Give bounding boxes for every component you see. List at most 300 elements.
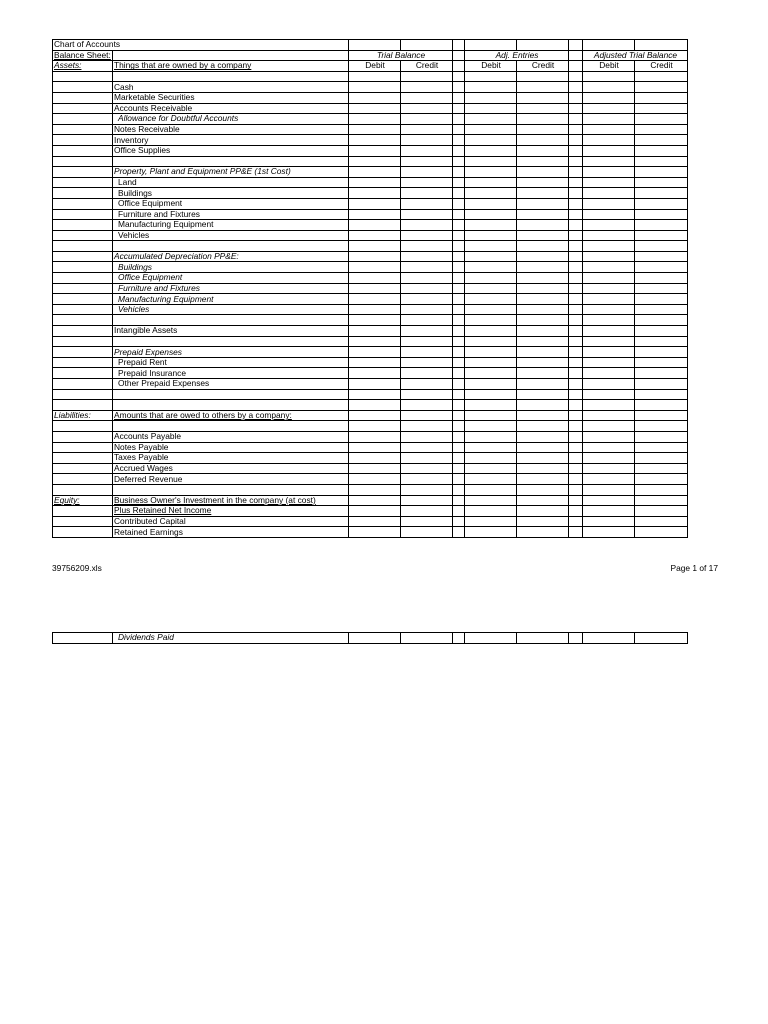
spacer-cell bbox=[453, 198, 465, 209]
account-name: Prepaid Expenses bbox=[113, 347, 349, 358]
table-row bbox=[53, 241, 688, 252]
debit-cell bbox=[349, 389, 401, 400]
debit-cell bbox=[349, 273, 401, 284]
spacer-cell bbox=[453, 273, 465, 284]
debit-cell bbox=[583, 357, 635, 368]
credit-cell bbox=[517, 262, 569, 273]
credit-cell bbox=[401, 167, 453, 178]
credit-cell bbox=[517, 304, 569, 315]
credit-cell bbox=[517, 209, 569, 220]
spacer-cell bbox=[569, 40, 583, 51]
category-label bbox=[53, 103, 113, 114]
credit-cell bbox=[401, 421, 453, 432]
debit-cell bbox=[349, 474, 401, 485]
credit-cell bbox=[517, 400, 569, 411]
credit-cell bbox=[401, 177, 453, 188]
debit-cell bbox=[465, 431, 517, 442]
account-name bbox=[113, 336, 349, 347]
credit-cell bbox=[517, 484, 569, 495]
debit-cell bbox=[349, 220, 401, 231]
debit-cell bbox=[349, 410, 401, 421]
credit-cell bbox=[401, 495, 453, 506]
debit-cell bbox=[465, 114, 517, 125]
spacer-cell bbox=[453, 135, 465, 146]
table-row bbox=[53, 167, 688, 178]
credit-cell bbox=[401, 156, 453, 167]
table-row bbox=[53, 516, 688, 527]
credit-cell bbox=[517, 463, 569, 474]
table-row bbox=[53, 368, 688, 379]
category-label: Equity: bbox=[53, 495, 113, 506]
spacer-cell bbox=[569, 135, 583, 146]
debit-cell bbox=[583, 368, 635, 379]
debit-cell bbox=[583, 124, 635, 135]
credit-cell bbox=[517, 114, 569, 125]
table-row bbox=[53, 220, 688, 231]
debit-cell bbox=[583, 315, 635, 326]
account-name: Plus Retained Net Income bbox=[113, 506, 349, 517]
debit-cell bbox=[465, 145, 517, 156]
file-name: 39756209.xls bbox=[52, 563, 102, 573]
table-row bbox=[53, 453, 688, 464]
credit-cell bbox=[401, 230, 453, 241]
category-label bbox=[53, 336, 113, 347]
category-label bbox=[53, 273, 113, 284]
spacer-cell bbox=[453, 156, 465, 167]
debit-cell bbox=[465, 453, 517, 464]
credit-cell bbox=[401, 198, 453, 209]
credit-cell bbox=[635, 389, 688, 400]
category-label bbox=[53, 241, 113, 252]
credit-cell bbox=[401, 347, 453, 358]
table-row bbox=[53, 82, 688, 93]
credit-cell bbox=[517, 82, 569, 93]
spacer-cell bbox=[569, 230, 583, 241]
credit-cell bbox=[401, 188, 453, 199]
credit-cell bbox=[401, 304, 453, 315]
spacer-cell bbox=[569, 431, 583, 442]
category-label bbox=[53, 400, 113, 411]
spacer-cell bbox=[569, 61, 583, 72]
credit-cell bbox=[401, 145, 453, 156]
credit-cell bbox=[401, 506, 453, 517]
category-label bbox=[53, 294, 113, 305]
debit-cell bbox=[349, 294, 401, 305]
category-label bbox=[53, 484, 113, 495]
account-name: Accumulated Depreciation PP&E: bbox=[113, 251, 349, 262]
credit-cell bbox=[635, 177, 688, 188]
credit-cell bbox=[517, 124, 569, 135]
category-label bbox=[53, 230, 113, 241]
credit-cell bbox=[517, 326, 569, 337]
page-number: Page 1 of 17 bbox=[670, 563, 718, 573]
debit-cell bbox=[349, 347, 401, 358]
debit-cell bbox=[349, 209, 401, 220]
spacer-cell bbox=[453, 421, 465, 432]
debit-cell bbox=[583, 474, 635, 485]
credit-cell bbox=[517, 177, 569, 188]
debit-cell bbox=[583, 156, 635, 167]
debit-cell bbox=[349, 516, 401, 527]
debit-cell bbox=[583, 410, 635, 421]
spacer-cell bbox=[453, 379, 465, 390]
debit-cell bbox=[349, 82, 401, 93]
debit-cell bbox=[349, 495, 401, 506]
debit-cell bbox=[465, 241, 517, 252]
credit-cell bbox=[401, 410, 453, 421]
debit-cell bbox=[465, 71, 517, 82]
credit-cell bbox=[401, 114, 453, 125]
debit-cell bbox=[465, 251, 517, 262]
debit-cell bbox=[583, 230, 635, 241]
debit-cell bbox=[465, 336, 517, 347]
spacer-cell bbox=[453, 527, 465, 538]
credit-cell bbox=[517, 251, 569, 262]
account-name bbox=[113, 315, 349, 326]
spacer-cell bbox=[453, 347, 465, 358]
debit-cell bbox=[465, 124, 517, 135]
spacer-cell bbox=[453, 124, 465, 135]
account-name: Notes Payable bbox=[113, 442, 349, 453]
credit-cell bbox=[635, 71, 688, 82]
category-label bbox=[53, 135, 113, 146]
debit-cell bbox=[349, 230, 401, 241]
debit-cell bbox=[349, 633, 401, 644]
column-group-header: Adjusted Trial Balance bbox=[583, 50, 688, 61]
spacer-cell bbox=[453, 283, 465, 294]
category-label bbox=[53, 220, 113, 231]
spacer-cell bbox=[569, 114, 583, 125]
credit-cell bbox=[635, 326, 688, 337]
spacer-cell bbox=[569, 188, 583, 199]
spacer-cell bbox=[453, 82, 465, 93]
spacer-cell bbox=[569, 506, 583, 517]
credit-cell bbox=[635, 357, 688, 368]
category-label bbox=[53, 506, 113, 517]
debit-cell bbox=[465, 400, 517, 411]
spacer-cell bbox=[569, 103, 583, 114]
table-row bbox=[53, 527, 688, 538]
account-name: Notes Receivable bbox=[113, 124, 349, 135]
debit-cell bbox=[583, 241, 635, 252]
category-label bbox=[53, 442, 113, 453]
debit-cell bbox=[349, 336, 401, 347]
credit-cell bbox=[635, 145, 688, 156]
debit-cell bbox=[349, 506, 401, 517]
debit-cell bbox=[465, 474, 517, 485]
debit-cell bbox=[583, 495, 635, 506]
debit-cell bbox=[465, 273, 517, 284]
debit-cell bbox=[349, 114, 401, 125]
debit-cell bbox=[465, 326, 517, 337]
debit-cell bbox=[465, 357, 517, 368]
debit-cell bbox=[583, 209, 635, 220]
debit-cell bbox=[465, 389, 517, 400]
credit-cell bbox=[635, 230, 688, 241]
credit-cell bbox=[401, 453, 453, 464]
spacer-cell bbox=[453, 410, 465, 421]
table-row bbox=[53, 315, 688, 326]
account-name: Accounts Payable bbox=[113, 431, 349, 442]
table-row bbox=[53, 262, 688, 273]
credit-cell bbox=[635, 368, 688, 379]
debit-cell bbox=[583, 294, 635, 305]
debit-cell bbox=[465, 527, 517, 538]
table-row bbox=[53, 294, 688, 305]
spacer-cell bbox=[453, 177, 465, 188]
credit-cell bbox=[635, 495, 688, 506]
category-label bbox=[53, 198, 113, 209]
spacer-cell bbox=[569, 453, 583, 464]
debit-cell bbox=[583, 135, 635, 146]
credit-cell bbox=[517, 230, 569, 241]
account-name: Amounts that are owed to others by a company: bbox=[113, 410, 349, 421]
category-label: Assets: bbox=[53, 61, 113, 72]
spacer-cell bbox=[453, 92, 465, 103]
table-row bbox=[53, 474, 688, 485]
spacer-cell bbox=[569, 177, 583, 188]
spacer-cell bbox=[569, 442, 583, 453]
category-label bbox=[53, 431, 113, 442]
spacer-cell bbox=[569, 220, 583, 231]
spacer-cell bbox=[453, 145, 465, 156]
credit-cell bbox=[635, 410, 688, 421]
account-name: Intangible Assets bbox=[113, 326, 349, 337]
spacer-cell bbox=[453, 453, 465, 464]
spacer-cell bbox=[453, 40, 465, 51]
spacer-cell bbox=[453, 262, 465, 273]
debit-cell bbox=[583, 453, 635, 464]
spacer-cell bbox=[569, 326, 583, 337]
credit-cell bbox=[401, 336, 453, 347]
credit-cell bbox=[401, 124, 453, 135]
category-label bbox=[53, 315, 113, 326]
debit-cell bbox=[349, 156, 401, 167]
account-name: Dividends Paid bbox=[113, 633, 349, 644]
credit-cell bbox=[517, 135, 569, 146]
credit-cell bbox=[635, 474, 688, 485]
account-name: Office Equipment bbox=[113, 273, 349, 284]
spacer-cell bbox=[569, 156, 583, 167]
spacer-cell bbox=[569, 262, 583, 273]
credit-header: Credit bbox=[401, 61, 453, 72]
debit-cell bbox=[583, 442, 635, 453]
spacer-cell bbox=[569, 633, 583, 644]
spacer-cell bbox=[453, 442, 465, 453]
credit-cell bbox=[401, 463, 453, 474]
credit-cell bbox=[635, 347, 688, 358]
account-name: Vehicles bbox=[113, 304, 349, 315]
table-row bbox=[53, 124, 688, 135]
credit-cell bbox=[401, 357, 453, 368]
spacer-cell bbox=[453, 474, 465, 485]
spacer-cell bbox=[569, 71, 583, 82]
debit-cell bbox=[349, 92, 401, 103]
debit-cell bbox=[465, 368, 517, 379]
spacer-cell bbox=[569, 241, 583, 252]
spacer-cell bbox=[453, 304, 465, 315]
credit-cell bbox=[517, 40, 569, 51]
spacer-cell bbox=[569, 251, 583, 262]
table-row bbox=[53, 40, 688, 51]
table-row bbox=[53, 347, 688, 358]
spacer-cell bbox=[569, 389, 583, 400]
spacer-cell bbox=[569, 145, 583, 156]
debit-cell bbox=[349, 484, 401, 495]
spacer-cell bbox=[569, 304, 583, 315]
table-row bbox=[53, 198, 688, 209]
account-name: Taxes Payable bbox=[113, 453, 349, 464]
category-label bbox=[53, 368, 113, 379]
debit-header: Debit bbox=[465, 61, 517, 72]
credit-cell bbox=[401, 474, 453, 485]
credit-cell bbox=[635, 40, 688, 51]
credit-cell bbox=[635, 283, 688, 294]
table-row bbox=[53, 463, 688, 474]
account-name: Contributed Capital bbox=[113, 516, 349, 527]
debit-cell bbox=[349, 124, 401, 135]
credit-cell bbox=[517, 156, 569, 167]
credit-cell bbox=[517, 347, 569, 358]
spacer-cell bbox=[453, 241, 465, 252]
debit-cell bbox=[349, 145, 401, 156]
spacer-cell bbox=[453, 357, 465, 368]
debit-cell bbox=[349, 251, 401, 262]
spacer-cell bbox=[453, 114, 465, 125]
credit-cell bbox=[635, 156, 688, 167]
credit-cell bbox=[517, 294, 569, 305]
category-label bbox=[53, 188, 113, 199]
credit-cell bbox=[401, 400, 453, 411]
table-row bbox=[53, 145, 688, 156]
account-name: Buildings bbox=[113, 188, 349, 199]
credit-cell bbox=[517, 516, 569, 527]
account-name: Allowance for Doubtful Accounts bbox=[113, 114, 349, 125]
debit-cell bbox=[349, 135, 401, 146]
debit-cell bbox=[465, 442, 517, 453]
credit-cell bbox=[401, 442, 453, 453]
credit-cell bbox=[401, 294, 453, 305]
table-row bbox=[53, 633, 688, 644]
credit-cell bbox=[517, 453, 569, 464]
category-label bbox=[53, 453, 113, 464]
credit-cell bbox=[517, 167, 569, 178]
category-label bbox=[53, 156, 113, 167]
credit-cell bbox=[401, 326, 453, 337]
category-label bbox=[53, 177, 113, 188]
account-name: Deferred Revenue bbox=[113, 474, 349, 485]
debit-cell bbox=[349, 315, 401, 326]
credit-cell bbox=[635, 209, 688, 220]
category-label bbox=[53, 82, 113, 93]
account-name: Furniture and Fixtures bbox=[113, 209, 349, 220]
debit-cell bbox=[465, 262, 517, 273]
category-label: Balance Sheet: bbox=[54, 50, 111, 60]
credit-cell bbox=[517, 145, 569, 156]
account-name bbox=[113, 156, 349, 167]
debit-cell bbox=[465, 40, 517, 51]
spacer-cell bbox=[453, 167, 465, 178]
category-label bbox=[53, 283, 113, 294]
category-label bbox=[53, 463, 113, 474]
debit-cell bbox=[465, 220, 517, 231]
account-name: Prepaid Rent bbox=[113, 357, 349, 368]
table-row bbox=[53, 135, 688, 146]
debit-cell bbox=[583, 347, 635, 358]
spacer-cell bbox=[453, 368, 465, 379]
spacer-cell bbox=[569, 198, 583, 209]
account-name: Things that are owned by a company bbox=[113, 61, 349, 72]
table-row bbox=[53, 71, 688, 82]
credit-cell bbox=[635, 304, 688, 315]
credit-cell bbox=[635, 633, 688, 644]
debit-cell bbox=[465, 156, 517, 167]
table-row bbox=[53, 495, 688, 506]
table-row bbox=[53, 484, 688, 495]
category-label bbox=[53, 114, 113, 125]
debit-cell bbox=[465, 506, 517, 517]
category-label bbox=[53, 262, 113, 273]
chart-of-accounts-table bbox=[52, 39, 688, 538]
credit-header: Credit bbox=[635, 61, 688, 72]
spacer-cell bbox=[453, 633, 465, 644]
debit-cell bbox=[583, 633, 635, 644]
account-name: Land bbox=[113, 177, 349, 188]
account-name: Prepaid Insurance bbox=[113, 368, 349, 379]
debit-cell bbox=[349, 71, 401, 82]
spacer-cell bbox=[569, 315, 583, 326]
spacer-cell bbox=[453, 315, 465, 326]
spacer-cell bbox=[569, 421, 583, 432]
credit-cell bbox=[401, 516, 453, 527]
credit-cell bbox=[517, 633, 569, 644]
credit-cell bbox=[517, 283, 569, 294]
table-row bbox=[53, 50, 688, 61]
account-name: Marketable Securities bbox=[113, 92, 349, 103]
spacer-cell bbox=[569, 283, 583, 294]
debit-cell bbox=[583, 220, 635, 231]
spacer-cell bbox=[569, 50, 583, 61]
debit-cell bbox=[583, 82, 635, 93]
credit-cell bbox=[635, 484, 688, 495]
spacer-cell bbox=[453, 495, 465, 506]
credit-cell bbox=[401, 135, 453, 146]
credit-cell bbox=[517, 379, 569, 390]
spacer-cell bbox=[569, 347, 583, 358]
table-row bbox=[53, 379, 688, 390]
debit-cell bbox=[583, 251, 635, 262]
credit-cell bbox=[517, 92, 569, 103]
credit-cell bbox=[517, 103, 569, 114]
credit-cell bbox=[635, 431, 688, 442]
account-name: Accrued Wages bbox=[113, 463, 349, 474]
table-row bbox=[53, 336, 688, 347]
credit-cell bbox=[401, 262, 453, 273]
debit-cell bbox=[583, 167, 635, 178]
credit-cell bbox=[635, 241, 688, 252]
spacer-cell bbox=[453, 188, 465, 199]
debit-cell bbox=[465, 209, 517, 220]
spacer-cell bbox=[569, 368, 583, 379]
credit-cell bbox=[517, 431, 569, 442]
account-name: Cash bbox=[113, 82, 349, 93]
spacer-cell bbox=[569, 124, 583, 135]
category-label bbox=[53, 326, 113, 337]
category-label bbox=[53, 357, 113, 368]
spacer-cell bbox=[569, 273, 583, 284]
debit-cell bbox=[583, 188, 635, 199]
category-label bbox=[53, 251, 113, 262]
